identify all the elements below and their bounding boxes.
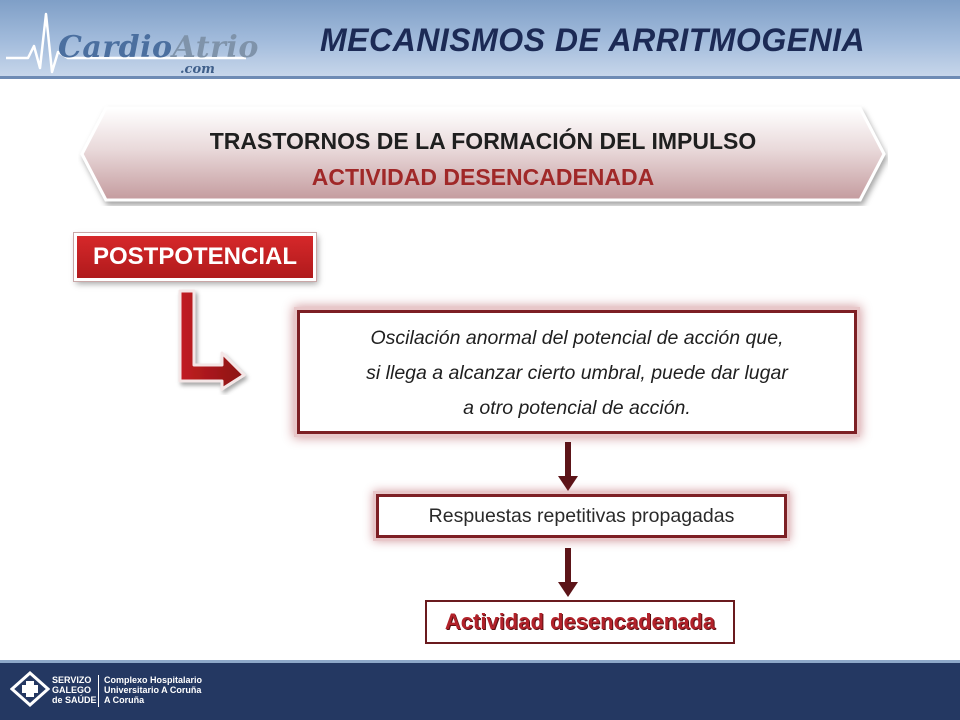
banner-heading: TRASTORNOS DE LA FORMACIÓN DEL IMPULSO bbox=[209, 128, 757, 154]
description-box bbox=[297, 310, 857, 434]
logo-accent: Atrio bbox=[172, 30, 259, 65]
postpotencial-label: POSTPOTENCIAL bbox=[74, 233, 316, 281]
repetitive-responses-box: Respuestas repetitivas propagadas bbox=[376, 494, 787, 538]
description-text bbox=[300, 321, 854, 426]
footer-line: SERVIZO bbox=[52, 675, 92, 685]
footer-line: Universitario A Coruña bbox=[104, 685, 202, 695]
footer-org-left bbox=[52, 675, 97, 705]
header-divider bbox=[0, 76, 960, 79]
footer-org-right bbox=[104, 675, 202, 705]
description-line: si llega a alcanzar cierto umbral, puede dar lugar bbox=[366, 362, 788, 384]
topic-banner bbox=[78, 104, 888, 206]
logo-main: Cardio bbox=[58, 30, 173, 65]
triggered-activity-box: Actividad desencadenada bbox=[425, 600, 735, 644]
logo-suffix: .com bbox=[180, 62, 215, 77]
footer-line: Complexo Hospitalario bbox=[104, 675, 203, 685]
down-arrow-icon bbox=[557, 442, 579, 492]
description-line: a otro potencial de acción. bbox=[463, 397, 691, 419]
footer-line: de SAÚDE bbox=[52, 695, 97, 705]
down-arrow-icon bbox=[557, 548, 579, 598]
footer-line: A Coruña bbox=[104, 695, 145, 705]
sergas-logo-icon bbox=[10, 671, 50, 707]
footer-line: GALEGO bbox=[52, 685, 92, 695]
description-line: Oscilación anormal del potencial de acción que, bbox=[370, 327, 784, 349]
banner-subheading: ACTIVIDAD DESENCADENADA bbox=[311, 164, 655, 190]
logo-wordmark bbox=[58, 30, 259, 65]
page-title: MECANISMOS DE ARRITMOGENIA bbox=[320, 22, 866, 58]
footer-separator bbox=[98, 675, 99, 707]
l-arrow-icon bbox=[170, 285, 260, 395]
